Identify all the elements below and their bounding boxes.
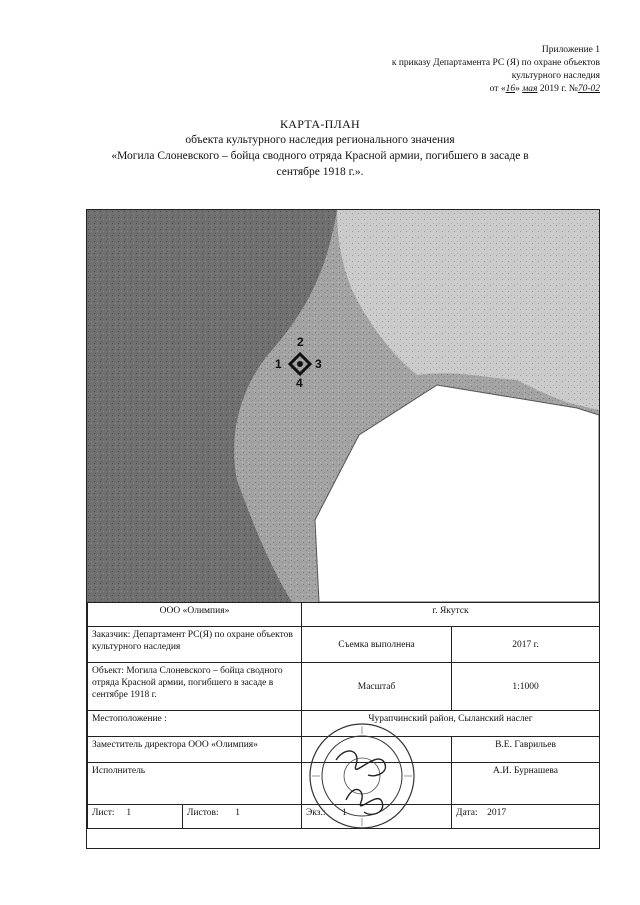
location-label-cell: Местоположение : xyxy=(88,711,302,737)
sheet-cell xyxy=(88,805,183,829)
order-number: 70-02 xyxy=(577,84,600,94)
city-cell: г. Якутск xyxy=(302,603,600,627)
copy-value: 1 xyxy=(342,808,347,818)
title-block-table xyxy=(87,602,600,829)
document-title xyxy=(60,116,580,180)
copy-cell xyxy=(302,805,452,829)
executor-signature-cell xyxy=(302,763,452,805)
appendix-header xyxy=(300,44,600,96)
deputy-label-cell: Заместитель директора ООО «Олимпия» xyxy=(88,737,302,763)
date-label: Дата: xyxy=(456,808,478,818)
executor-label-cell: Исполнитель xyxy=(88,763,302,805)
sheet-label: Лист: xyxy=(92,808,115,818)
date-month: мая xyxy=(522,84,538,94)
org-cell: ООО «Олимпия» xyxy=(88,603,302,627)
map-plan-frame xyxy=(86,209,600,849)
appendix-date xyxy=(300,83,600,96)
executor-name-cell: А.И. Бурнашева xyxy=(452,763,600,805)
map-svg xyxy=(87,210,599,602)
copy-label: Экз.: xyxy=(306,808,326,818)
deputy-name-cell: В.Е. Гаврильев xyxy=(452,737,600,763)
sheets-value: 1 xyxy=(235,808,241,818)
title-line1: КАРТА-ПЛАН xyxy=(279,117,361,131)
scale-label-cell: Масштаб xyxy=(302,663,452,711)
point-label-4: 4 xyxy=(296,376,303,390)
title-line2: объекта культурного наследия регионального значения xyxy=(185,134,455,146)
map-image xyxy=(87,210,599,602)
date-prefix: от « xyxy=(489,84,506,94)
point-label-2: 2 xyxy=(297,335,304,349)
title-line4: сентябре 1918 г.». xyxy=(276,166,364,178)
title-line3: «Могила Слоневского – бойца сводного отряда Красной армии, погибшего в засаде в xyxy=(111,150,529,162)
appendix-line2: к приказу Департамента РС (Я) по охране объектов xyxy=(391,58,600,68)
survey-year-cell: 2017 г. xyxy=(452,627,600,663)
date-year: 2019 г. № xyxy=(537,84,578,94)
date-value: 2017 xyxy=(487,808,507,818)
date-day: 16 xyxy=(505,84,516,94)
date-mid: » xyxy=(515,84,523,94)
sheets-label: Листов: xyxy=(187,808,219,818)
deputy-signature-cell xyxy=(302,737,452,763)
point-label-3: 3 xyxy=(315,357,322,371)
object-cell: Объект: Могила Слоневского – бойца сводного отряда Красной армии, погибшего в засаде в сентябре 1918 г. xyxy=(88,663,302,711)
scale-value-cell: 1:1000 xyxy=(452,663,600,711)
customer-cell: Заказчик: Департамент РС(Я) по охране объектов культурного наследия xyxy=(88,627,302,663)
appendix-line1: Приложение 1 xyxy=(541,45,600,55)
sheet-value: 1 xyxy=(126,808,132,818)
sheets-cell xyxy=(183,805,302,829)
point-label-1: 1 xyxy=(275,357,282,371)
location-value-cell: Чурапчинский район, Сыланский наслег xyxy=(302,711,600,737)
survey-label-cell: Съемка выполнена xyxy=(302,627,452,663)
date-cell xyxy=(452,805,600,829)
appendix-line3: культурного наследия xyxy=(511,71,600,81)
